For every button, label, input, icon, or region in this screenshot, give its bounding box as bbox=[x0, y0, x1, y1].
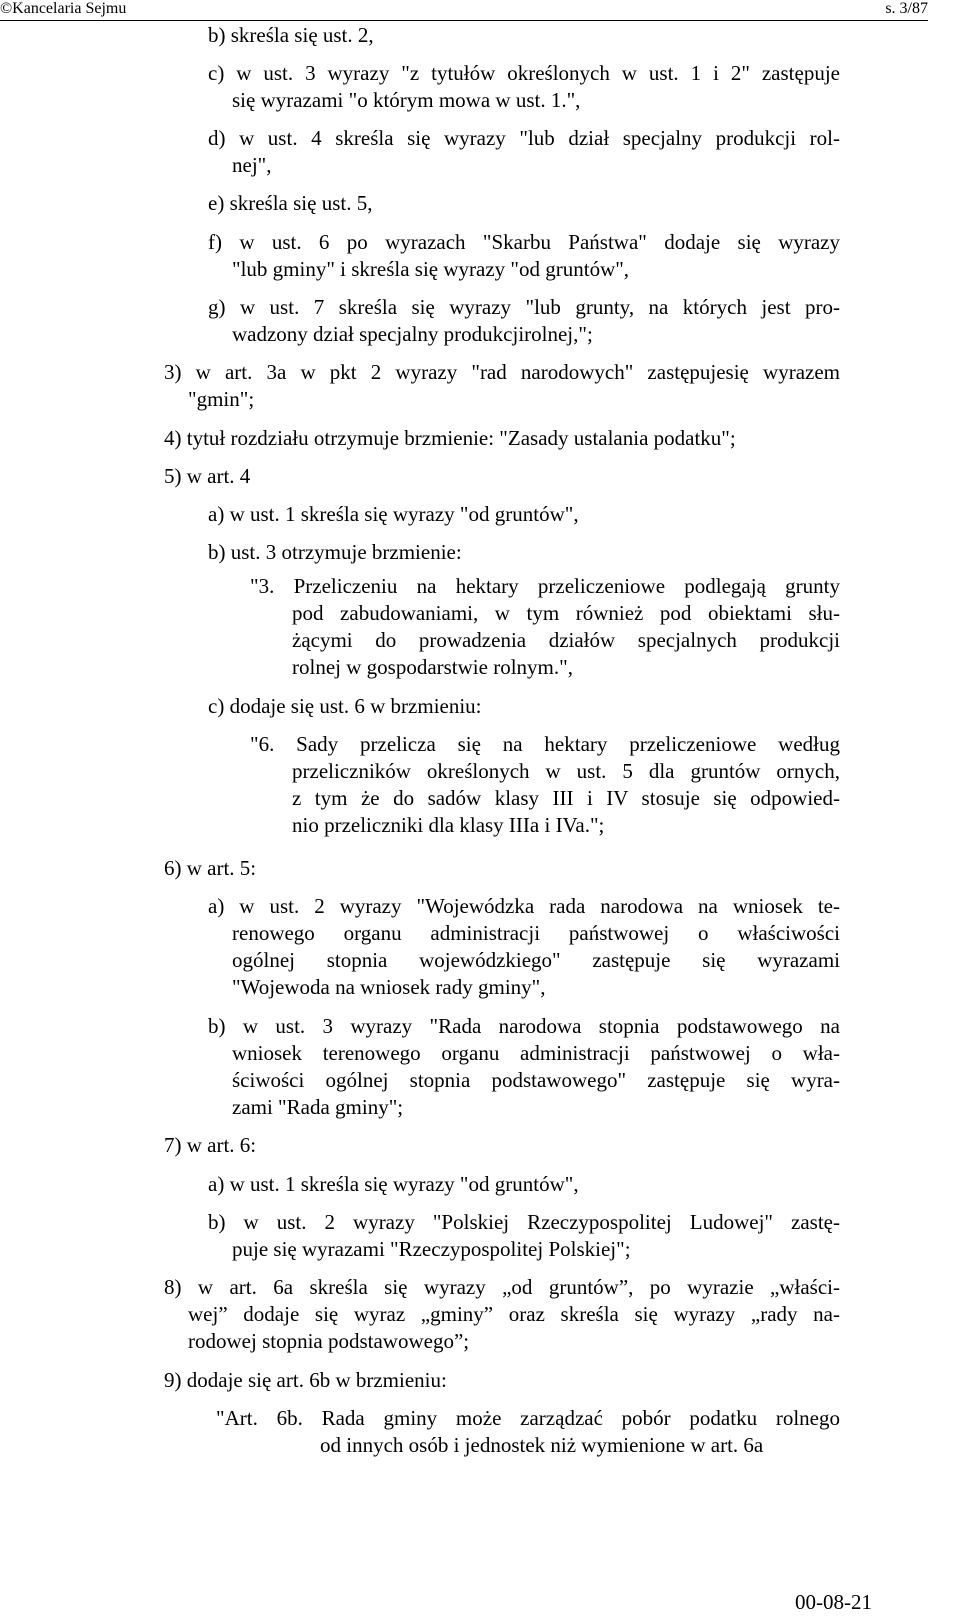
text-line: 8) w art. 6a skreśla się wyrazy „od gruntów”, po wyrazie „właści- bbox=[164, 1275, 840, 1299]
text-line: "6. Sady przelicza się na hektary przeliczeniowe według bbox=[250, 732, 840, 756]
text-line: nio przeliczniki dla klasy IIIa i IVa."; bbox=[292, 813, 605, 837]
text-line: d) w ust. 4 skreśla się wyrazy "lub dział specjalny produkcji rol- bbox=[208, 126, 840, 150]
text-line: 3) w art. 3a w pkt 2 wyrazy "rad narodowych" zastępujesię wyrazem bbox=[164, 360, 840, 384]
text-line: ściwości ogólnej stopnia podstawowego" zastępuje się wyra- bbox=[232, 1068, 840, 1092]
text-line: 4) tytuł rozdziału otrzymuje brzmienie: "Zasady ustalania podatku"; bbox=[164, 426, 736, 450]
footer-date: 00-08-21 bbox=[795, 1590, 872, 1614]
text-line: nej", bbox=[232, 153, 272, 177]
text-line: wadzony dział specjalny produkcjirolnej,"; bbox=[232, 322, 593, 346]
text-line: b) skreśla się ust. 2, bbox=[208, 23, 374, 47]
text-line: puje się wyrazami "Rzeczypospolitej Polskiej"; bbox=[232, 1237, 631, 1261]
text-line: "Wojewoda na wniosek rady gminy", bbox=[232, 975, 546, 999]
text-line: ogólnej stopnia wojewódzkiego" zastępuje się wyrazami bbox=[232, 948, 840, 972]
text-line: renowego organu administracji państwowej o właściwości bbox=[232, 921, 840, 945]
text-line: pod zabudowaniami, w tym również pod obiektami słu- bbox=[292, 601, 840, 625]
text-line: a) w ust. 2 wyrazy "Wojewódzka rada narodowa na wniosek te- bbox=[208, 894, 840, 918]
text-line: b) w ust. 3 wyrazy "Rada narodowa stopnia podstawowego na bbox=[208, 1014, 840, 1038]
header-page-number: s. 3/87 bbox=[885, 0, 928, 17]
text-line: b) w ust. 2 wyrazy "Polskiej Rzeczypospolitej Ludowej" zastę- bbox=[208, 1210, 840, 1234]
text-line: "lub gminy" i skreśla się wyrazy "od gruntów", bbox=[232, 257, 630, 281]
text-line: g) w ust. 7 skreśla się wyrazy "lub grunty, na których jest pro- bbox=[208, 295, 840, 319]
text-line: "3. Przeliczeniu na hektary przeliczeniowe podlegają grunty bbox=[250, 574, 840, 598]
text-line: 5) w art. 4 bbox=[164, 464, 251, 488]
text-line: wej” dodaje się wyraz „gminy” oraz skreśla się wyrazy „rady na- bbox=[188, 1302, 840, 1326]
text-line: c) dodaje się ust. 6 w brzmieniu: bbox=[208, 694, 482, 718]
text-line: 6) w art. 5: bbox=[164, 856, 257, 880]
text-line: z tym że do sadów klasy III i IV stosuje się odpowied- bbox=[292, 786, 840, 810]
text-line: 7) w art. 6: bbox=[164, 1133, 257, 1157]
text-line: "gmin"; bbox=[188, 387, 255, 411]
text-line: a) w ust. 1 skreśla się wyrazy "od gruntów", bbox=[208, 1172, 579, 1196]
text-line: a) w ust. 1 skreśla się wyrazy "od gruntów", bbox=[208, 502, 579, 526]
text-line: przeliczników określonych w ust. 5 dla gruntów ornych, bbox=[292, 759, 840, 783]
text-line: od innych osób i jednostek niż wymienione w art. 6a bbox=[320, 1433, 764, 1457]
text-line: rodowej stopnia podstawowego”; bbox=[188, 1329, 470, 1353]
text-line: "Art. 6b. Rada gminy może zarządzać pobór podatku rolnego bbox=[216, 1406, 840, 1430]
text-line: e) skreśla się ust. 5, bbox=[208, 191, 373, 215]
text-line: rolnej w gospodarstwie rolnym.", bbox=[292, 655, 573, 679]
text-line: b) ust. 3 otrzymuje brzmienie: bbox=[208, 540, 462, 564]
text-line: wniosek terenowego organu administracji państwowej o wła- bbox=[232, 1041, 840, 1065]
text-line: c) w ust. 3 wyrazy "z tytułów określonych w ust. 1 i 2" zastępuje bbox=[208, 61, 840, 85]
text-line: 9) dodaje się art. 6b w brzmieniu: bbox=[164, 1368, 447, 1392]
text-line: się wyrazami "o którym mowa w ust. 1.", bbox=[232, 88, 581, 112]
text-line: zami "Rada gminy"; bbox=[232, 1095, 404, 1119]
header-source: ©Kancelaria Sejmu bbox=[0, 0, 127, 17]
text-line: f) w ust. 6 po wyrazach "Skarbu Państwa" dodaje się wyrazy bbox=[208, 230, 840, 254]
text-line: żącymi do prowadzenia działów specjalnych produkcji bbox=[292, 628, 840, 652]
